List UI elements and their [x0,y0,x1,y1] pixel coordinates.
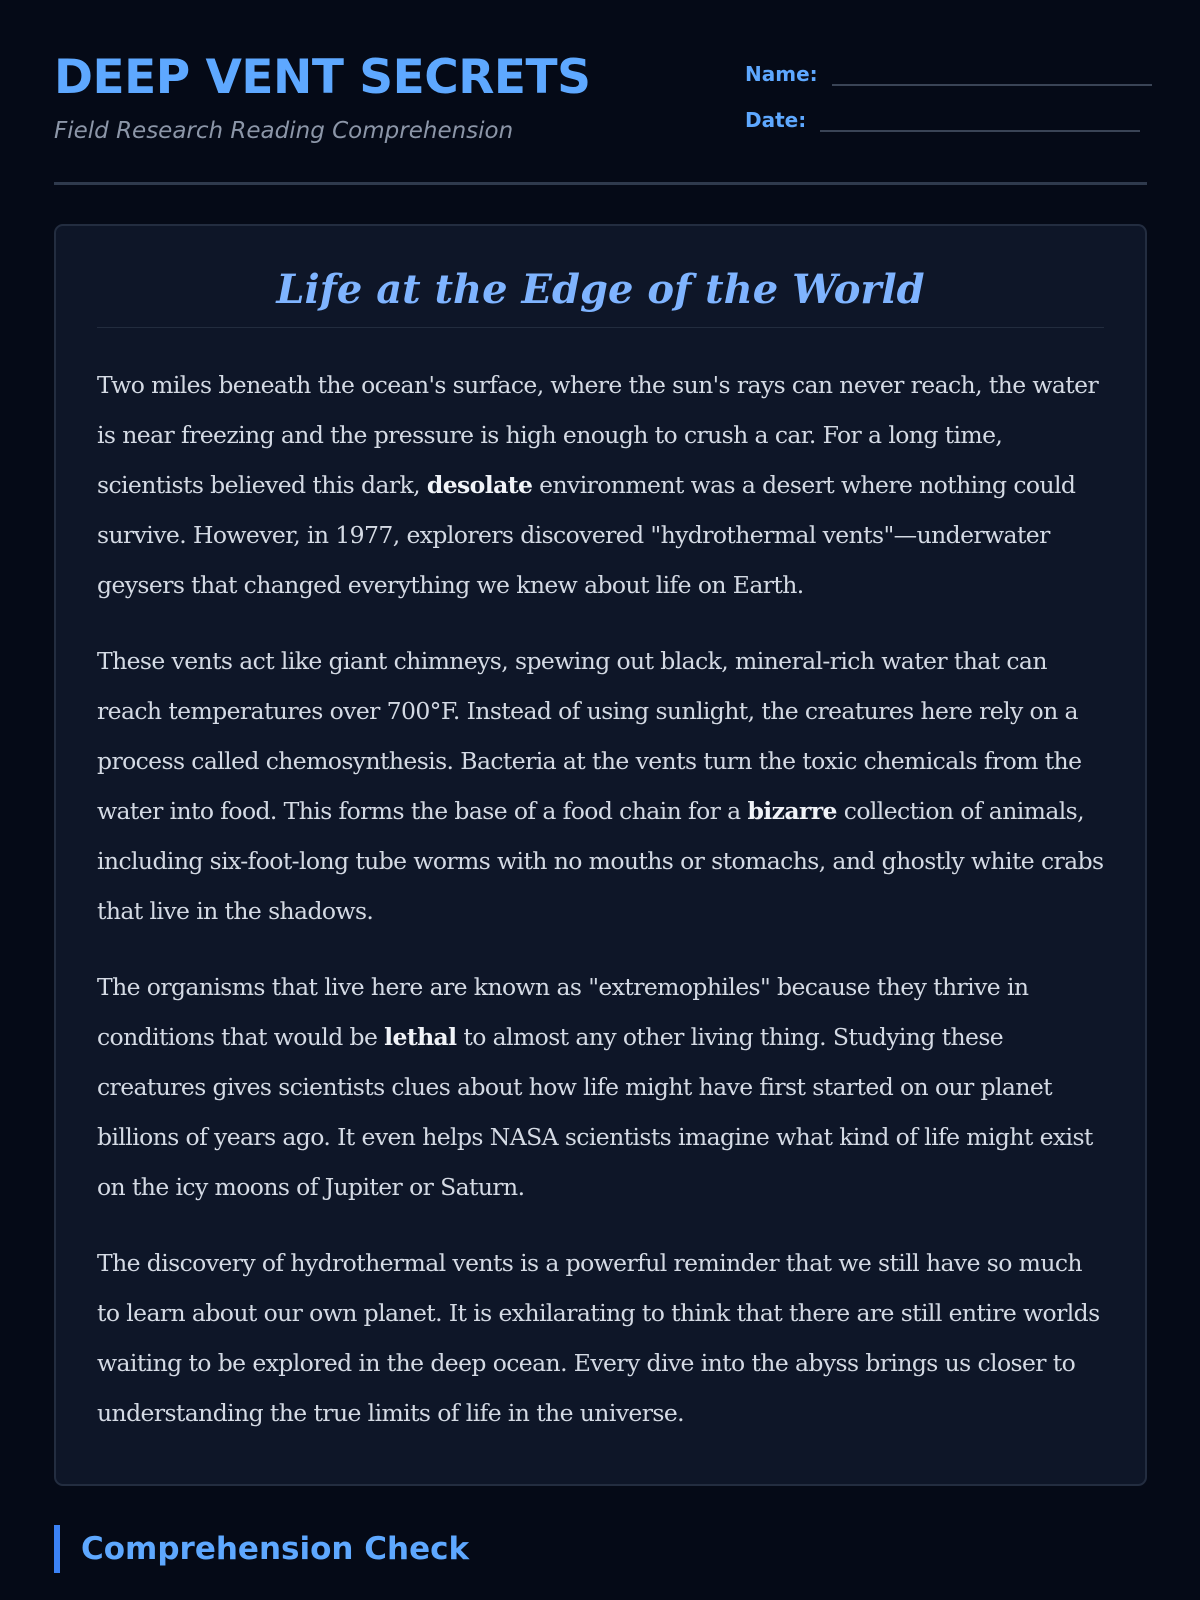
passage-text: to almost any other living thing. Studying these creatures gives scientists clues about how life might have first started on our planet billions of years ago. It even helps NASA scientists imagine what kind of life might exist on the icy moons of Jupiter or Saturn. [97,1023,1093,1201]
worksheet-page [54,0,1147,1567]
worksheet-subtitle: Field Research Reading Comprehension [54,118,514,144]
passage-paragraph [97,360,1107,610]
date-blank-line[interactable] [820,102,1140,132]
worksheet-title: DEEP VENT SECRETS [54,50,591,105]
passage-text: The organisms that live here are known as "extremophiles" because they thrive in conditions that would be [97,973,1029,1051]
passage-body [97,360,1107,1464]
worksheet-header [54,0,1147,185]
vocabulary-word: desolate [426,471,533,499]
passage-text: collection of animals, including six-foot-long tube worms with no mouths or stomachs, and ghostly white crabs that live in the shadows. [97,797,1104,925]
passage-text: Two miles beneath the ocean's surface, where the sun's rays can never reach, the water is near freezing and the pressure is high enough to crush a car. For a long time, scientists believed this dark, [97,371,1099,499]
passage-text: These vents act like giant chimneys, spewing out black, mineral-rich water that can reach temperatures over 700°F. Instead of using sunlight, the creatures here rely on a process called chemosynthesis. Bacteria at the vents turn the toxic chemicals from the water into food. This forms the base of a food chain for a [97,647,1082,825]
comprehension-check-heading [54,1525,469,1573]
passage-text: environment was a desert where nothing could survive. However, in 1977, explorers discovered "hydrothermal vents"—underwater geysers that changed everything we knew about life on Earth. [97,471,1076,599]
passage-title: Life at the Edge of the World [97,266,1104,328]
name-label: Name: [745,62,818,86]
vocabulary-word: lethal [384,1023,457,1051]
reading-passage-card [54,224,1147,1486]
name-field-row [745,56,1152,86]
passage-paragraph [97,962,1107,1212]
vocabulary-word: bizarre [747,797,837,825]
section-heading-text: Comprehension Check [81,1531,470,1567]
passage-text: The discovery of hydrothermal vents is a powerful reminder that we still have so much to learn about our own planet. It is exhilarating to think that there are still entire worlds waiting to be explored in the deep ocean. Every dive into the abyss brings us closer to understanding the true limits of life in the universe. [97,1249,1100,1427]
name-blank-line[interactable] [832,56,1152,86]
date-field-row [745,102,1140,132]
passage-paragraph [97,1238,1107,1438]
date-label: Date: [745,108,807,132]
passage-paragraph [97,636,1107,936]
